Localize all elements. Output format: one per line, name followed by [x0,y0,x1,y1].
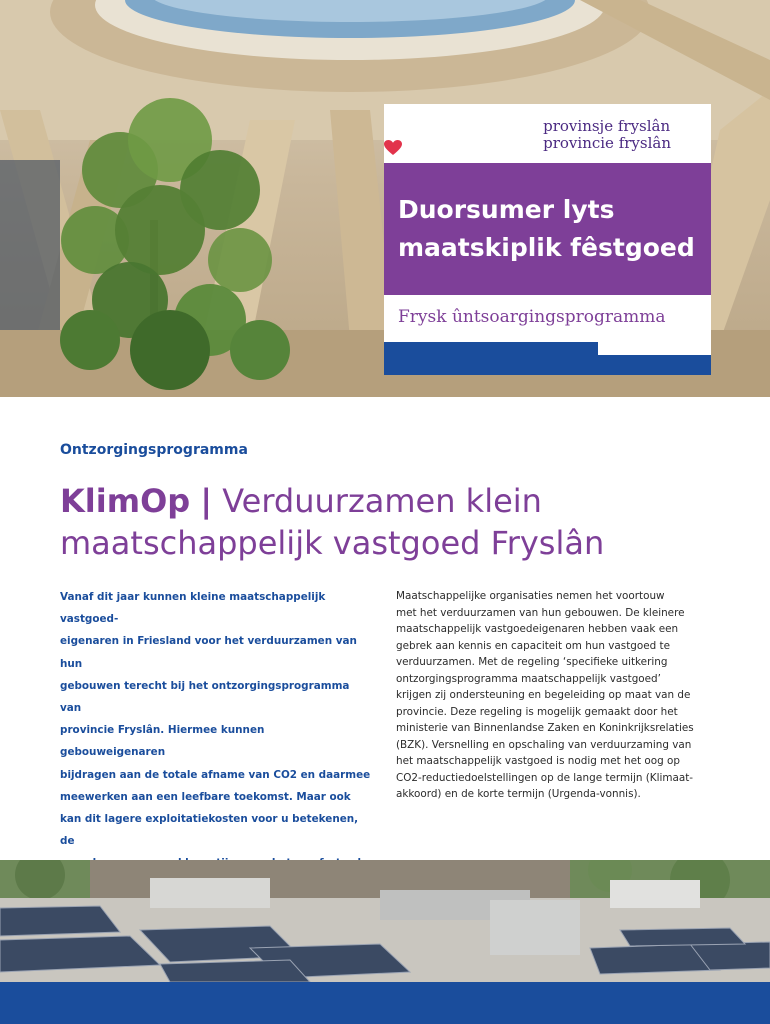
footer-band [0,982,770,1024]
headline-divider: | [200,482,213,520]
body-line: maatschappelijk vastgoedeigenaren hebben vaak een [396,623,679,635]
body-column [396,588,716,803]
blue-bar-left [384,342,598,375]
body-line: (BZK). Versnelling en opschaling van verduurzaming van [396,738,692,751]
body-line: Maatschappelijke organisaties nemen het voortouw [396,590,665,602]
solar-roof-illustration [0,860,770,982]
intro-line: eigenaren in Friesland voor het verduurzamen van hun [60,635,357,670]
province-logo [543,118,671,152]
card-title-line1: Duorsumer lyts [398,195,615,224]
headline-line1: Verduurzamen klein [222,482,542,520]
body-line: krijgen zij ondersteuning en begeleiding op maat van de [396,689,691,701]
headline-brand: KlimOp [60,482,191,520]
body-line: gebrek aan kennis en capaciteit om hun vastgoed te [396,639,670,652]
title-panel [384,163,711,295]
intro-line: Vanaf dit jaar kunnen kleine maatschappelijk vastgoed- [60,591,326,626]
card-title-line2: maatskiplik fêstgoed [398,233,695,262]
card-subtitle: Frysk ûntsoargingsprogramma [398,307,666,327]
body-line: het maatschappelijk vastgoed is nodig met het oog op [396,755,680,767]
body-line: CO2-reductiedoelstellingen op de lange termijn (Klimaat- [396,771,694,784]
headline-line2: maatschappelijk vastgoed Fryslân [60,524,605,562]
intro-line: meewerken aan een leefbare toekomst. Maar ook [60,790,351,803]
card-title [398,191,695,267]
body-line: provincie. Deze regeling is mogelijk gemaakt door het [396,705,678,718]
intro-line: provincie Fryslân. Hiermee kunnen gebouweigenaren [60,724,265,759]
page-title [60,480,740,564]
blue-bar-right [598,355,711,375]
intro-line: kan dit lagere exploitatiekosten voor u betekenen, de [60,813,359,848]
section-kicker: Ontzorgingsprogramma [60,442,248,458]
logo-line-dutch: provincie fryslân [543,134,671,152]
hero-photo-atrium [0,0,770,397]
logo-line-frisian: provinsje fryslân [543,117,671,135]
body-line: ministerie van Binnenlandse Zaken en Koninkrijksrelaties [396,722,694,734]
body-line: ontzorgingsprogramma maatschappelijk vastgoed’ [396,672,661,685]
heart-icon [384,140,402,156]
title-card [384,104,711,375]
body-line: verduurzamen. Met de regeling ‘specifieke uitkering [396,656,668,668]
intro-line: bijdragen aan de totale afname van CO2 en daarmee [60,768,371,781]
body-line: met het verduurzamen van hun gebouwen. De kleinere [396,606,685,619]
solar-roof-photo [0,860,770,982]
body-line: akkoord) en de korte termijn (Urgenda-vonnis). [396,788,641,800]
intro-line: gebouwen terecht bij het ontzorgingsprogramma van [60,679,350,715]
